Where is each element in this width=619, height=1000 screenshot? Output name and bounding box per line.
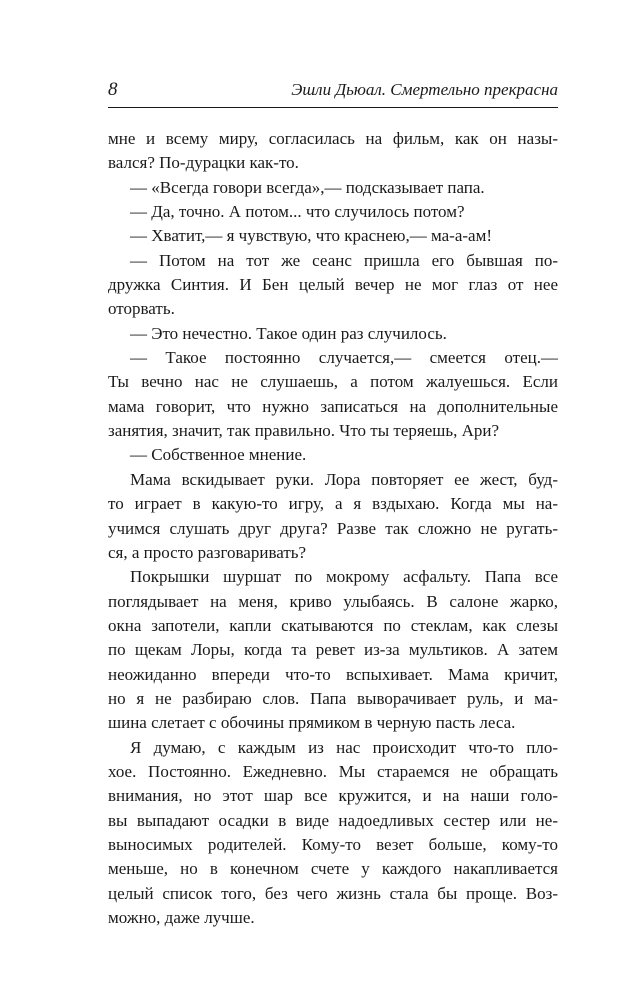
paragraph-7-line-3: мама говорит, что нужно записаться на дополнительные bbox=[108, 396, 558, 416]
paragraph-7-line-4: занятия, значит, так правильно. Что ты теряешь, Ари? bbox=[108, 421, 499, 441]
paragraph-11-line-6: меньше, но в конечном счете у каждого накапливается bbox=[108, 859, 558, 879]
paragraph-11-line-7: целый список того, без чего жизнь стала бы проще. Воз- bbox=[108, 883, 558, 903]
paragraph-3-line-1: — Да, точно. А потом... что случилось потом? bbox=[130, 202, 465, 222]
paragraph-10-line-7: шина слетает с обочины прямиком в черную пасть леса. bbox=[108, 713, 516, 733]
paragraph-8-line-1: — Собственное мнение. bbox=[130, 445, 307, 465]
paragraph-5-line-3: оторвать. bbox=[108, 299, 175, 319]
paragraph-5-line-2: дружка Синтия. И Бен целый вечер не мог глаз от нее bbox=[108, 275, 558, 295]
paragraph-11-line-4: вы выпадают осадки в виде надоедливых сестер или не- bbox=[108, 810, 558, 830]
paragraph-11-line-3: внимания, но этот шар все кружится, и на наши голо- bbox=[108, 786, 558, 806]
running-header bbox=[108, 78, 558, 104]
paragraph-9-line-4: ся, а просто разговаривать? bbox=[108, 542, 307, 562]
paragraph-10-line-2: поглядывает на меня, криво улыбаясь. В салоне жарко, bbox=[108, 591, 558, 611]
paragraph-11-line-8: можно, даже лучше. bbox=[108, 908, 255, 927]
paragraph-11-line-2: хое. Постоянно. Ежедневно. Мы стараемся не обращать bbox=[108, 761, 558, 781]
paragraph-10-line-4: по щекам Лоры, когда та ревет из-за мультиков. А затем bbox=[108, 640, 558, 660]
paragraph-9-line-3: учимся слушать друг друга? Разве так сложно не ругать- bbox=[108, 518, 558, 538]
header-divider bbox=[108, 107, 558, 108]
paragraph-10-line-3: окна запотели, капли скатываются по стеклам, как слезы bbox=[108, 615, 558, 635]
paragraph-10-line-5: неожиданно впереди что-то вспыхивает. Мама кричит, bbox=[108, 664, 558, 684]
paragraph-11-line-1: Я думаю, с каждым из нас происходит что-то пло- bbox=[130, 737, 558, 757]
paragraph-7-line-2: Ты вечно нас не слушаешь, а потом жалуешься. Если bbox=[108, 372, 558, 392]
paragraph-4-line-1: — Хватит,— я чувствую, что краснею,— ма-а-ам! bbox=[130, 226, 492, 246]
running-title: Эшли Дьюал. Смертельно прекрасна bbox=[291, 80, 558, 99]
paragraph-9-line-1: Мама вскидывает руки. Лора повторяет ее жест, буд- bbox=[130, 469, 558, 489]
paragraph-6-line-1: — Это нечестно. Такое один раз случилось. bbox=[130, 323, 447, 343]
paragraph-2-line-1: — «Всегда говори всегда»,— подсказывает папа. bbox=[130, 177, 485, 197]
paragraph-11-line-5: выносимых родителей. Кому-то везет больше, кому-то bbox=[108, 834, 558, 854]
paragraph-1-line-2: вался? По-дурацки как-то. bbox=[108, 153, 299, 173]
paragraph-5-line-1: — Потом на тот же сеанс пришла его бывшая по- bbox=[130, 250, 558, 270]
paragraph-10-line-6: но я не разбираю слов. Папа выворачивает руль, и ма- bbox=[108, 688, 558, 708]
page-number: 8 bbox=[108, 79, 118, 100]
paragraph-9-line-2: то играет в какую-то игру, а я вздыхаю. Когда мы на- bbox=[108, 494, 558, 514]
paragraph-7-line-1: — Такое постоянно случается,— смеется отец.— bbox=[130, 348, 558, 368]
paragraph-10-line-1: Покрышки шуршат по мокрому асфальту. Папа все bbox=[130, 567, 558, 587]
body-text bbox=[108, 127, 558, 930]
paragraph-1-line-1: мне и всему миру, согласилась на фильм, как он назы- bbox=[108, 129, 558, 148]
